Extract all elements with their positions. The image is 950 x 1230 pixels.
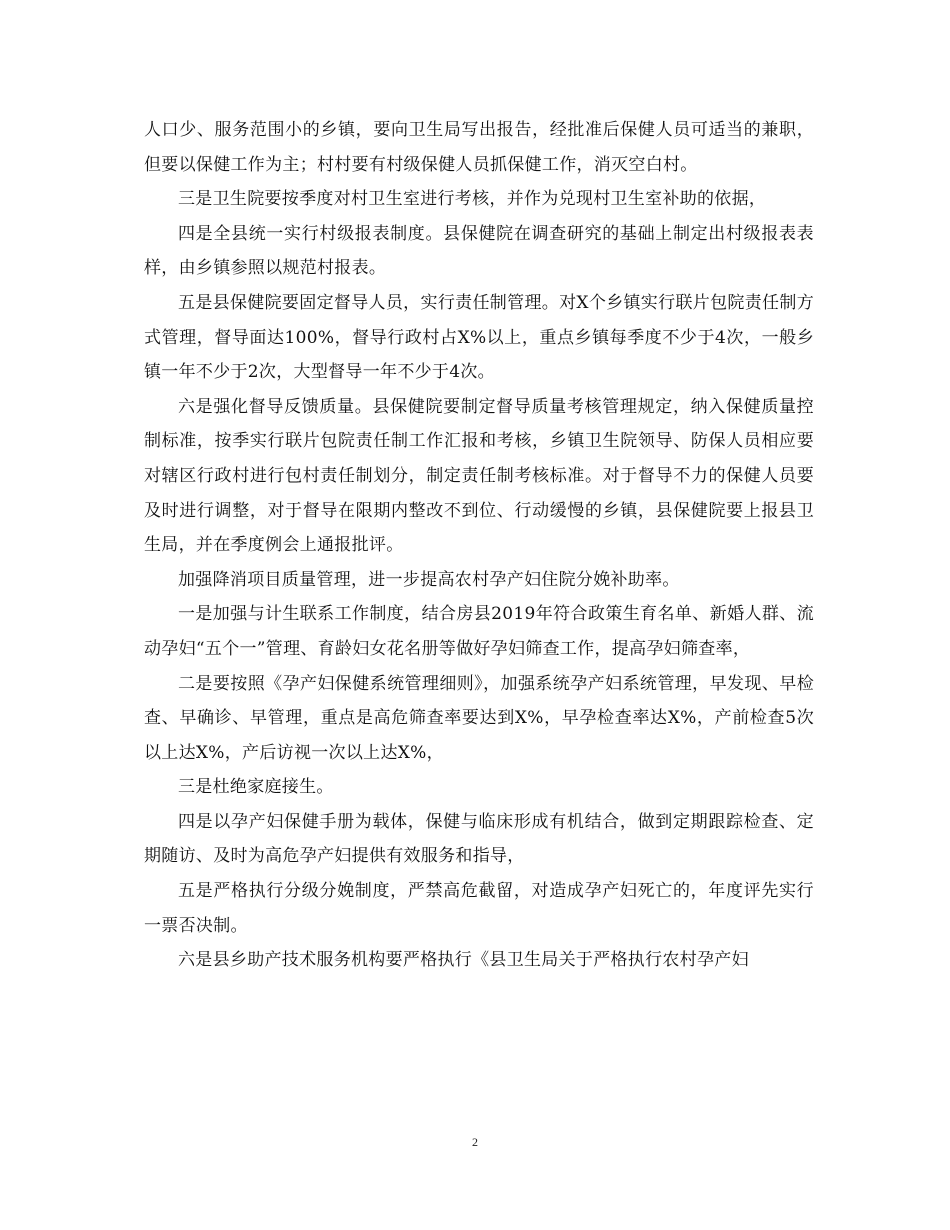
paragraph: 五是严格执行分级分娩制度，严禁高危截留，对造成孕产妇死亡的，年度评先实行一票否决制。 <box>144 881 814 936</box>
paragraph: 二是要按照《孕产妇保健系统管理细则》，加强系统孕产妇系统管理，早发现、早检查、早确诊、早管理，重点是高危筛查率要达到X%，早孕检查率达X%，产前检查5次以上达X%，产后访视一次以上达X%， <box>144 673 814 763</box>
paragraph: 六是县乡助产技术服务机构要严格执行《县卫生局关于严格执行农村孕产妇 <box>178 950 749 971</box>
paragraph: 人口少、服务范围小的乡镇，要向卫生局写出报告，经批准后保健人员可适当的兼职，但要以保健工作为主；村村要有村级保健人员抓保健工作，消灭空白村。 <box>144 120 814 175</box>
document-body <box>144 113 814 978</box>
paragraph: 五是县保健院要固定督导人员，实行责任制管理。对X个乡镇实行联片包院责任制方式管理，督导面达100%，督导行政村占X%以上，重点乡镇每季度不少于4次，一般乡镇一年不少于2次，大型督导一年不少于4次。 <box>144 292 814 383</box>
page-number: 2 <box>472 1135 478 1149</box>
paragraph: 四是全县统一实行村级报表制度。县保健院在调查研究的基础上制定出村级报表表样，由乡镇参照以规范村报表。 <box>144 223 814 279</box>
paragraph: 三是杜绝家庭接生。 <box>178 777 334 798</box>
paragraph: 六是强化督导反馈质量。县保健院要制定督导质量考核管理规定，纳入保健质量控制标准，按季实行联片包院责任制工作汇报和考核，乡镇卫生院领导、防保人员相应要对辖区行政村进行包村责任制划分，制定责任制考核标准。对于督导不力的保健人员要及时进行调整，对于督导在限期内整改不到位、行动缓慢的乡镇，县保健院要上报县卫生局，并在季度例会上通报批评。 <box>144 396 814 556</box>
paragraph: 三是卫生院要按季度对村卫生室进行考核，并作为兑现村卫生室补助的依据， <box>178 189 767 210</box>
paragraph: 加强降消项目质量管理，进一步提高农村孕产妇住院分娩补助率。 <box>178 569 680 590</box>
paragraph: 一是加强与计生联系工作制度，结合房县2019年符合政策生育名单、新婚人群、流动孕妇“五个一”管理、育龄妇女花名册等做好孕妇筛查工作，提高孕妇筛查率， <box>144 604 814 659</box>
paragraph: 四是以孕产妇保健手册为载体，保健与临床形成有机结合，做到定期跟踪检查、定期随访、及时为高危孕产妇提供有效服务和指导， <box>144 811 814 867</box>
